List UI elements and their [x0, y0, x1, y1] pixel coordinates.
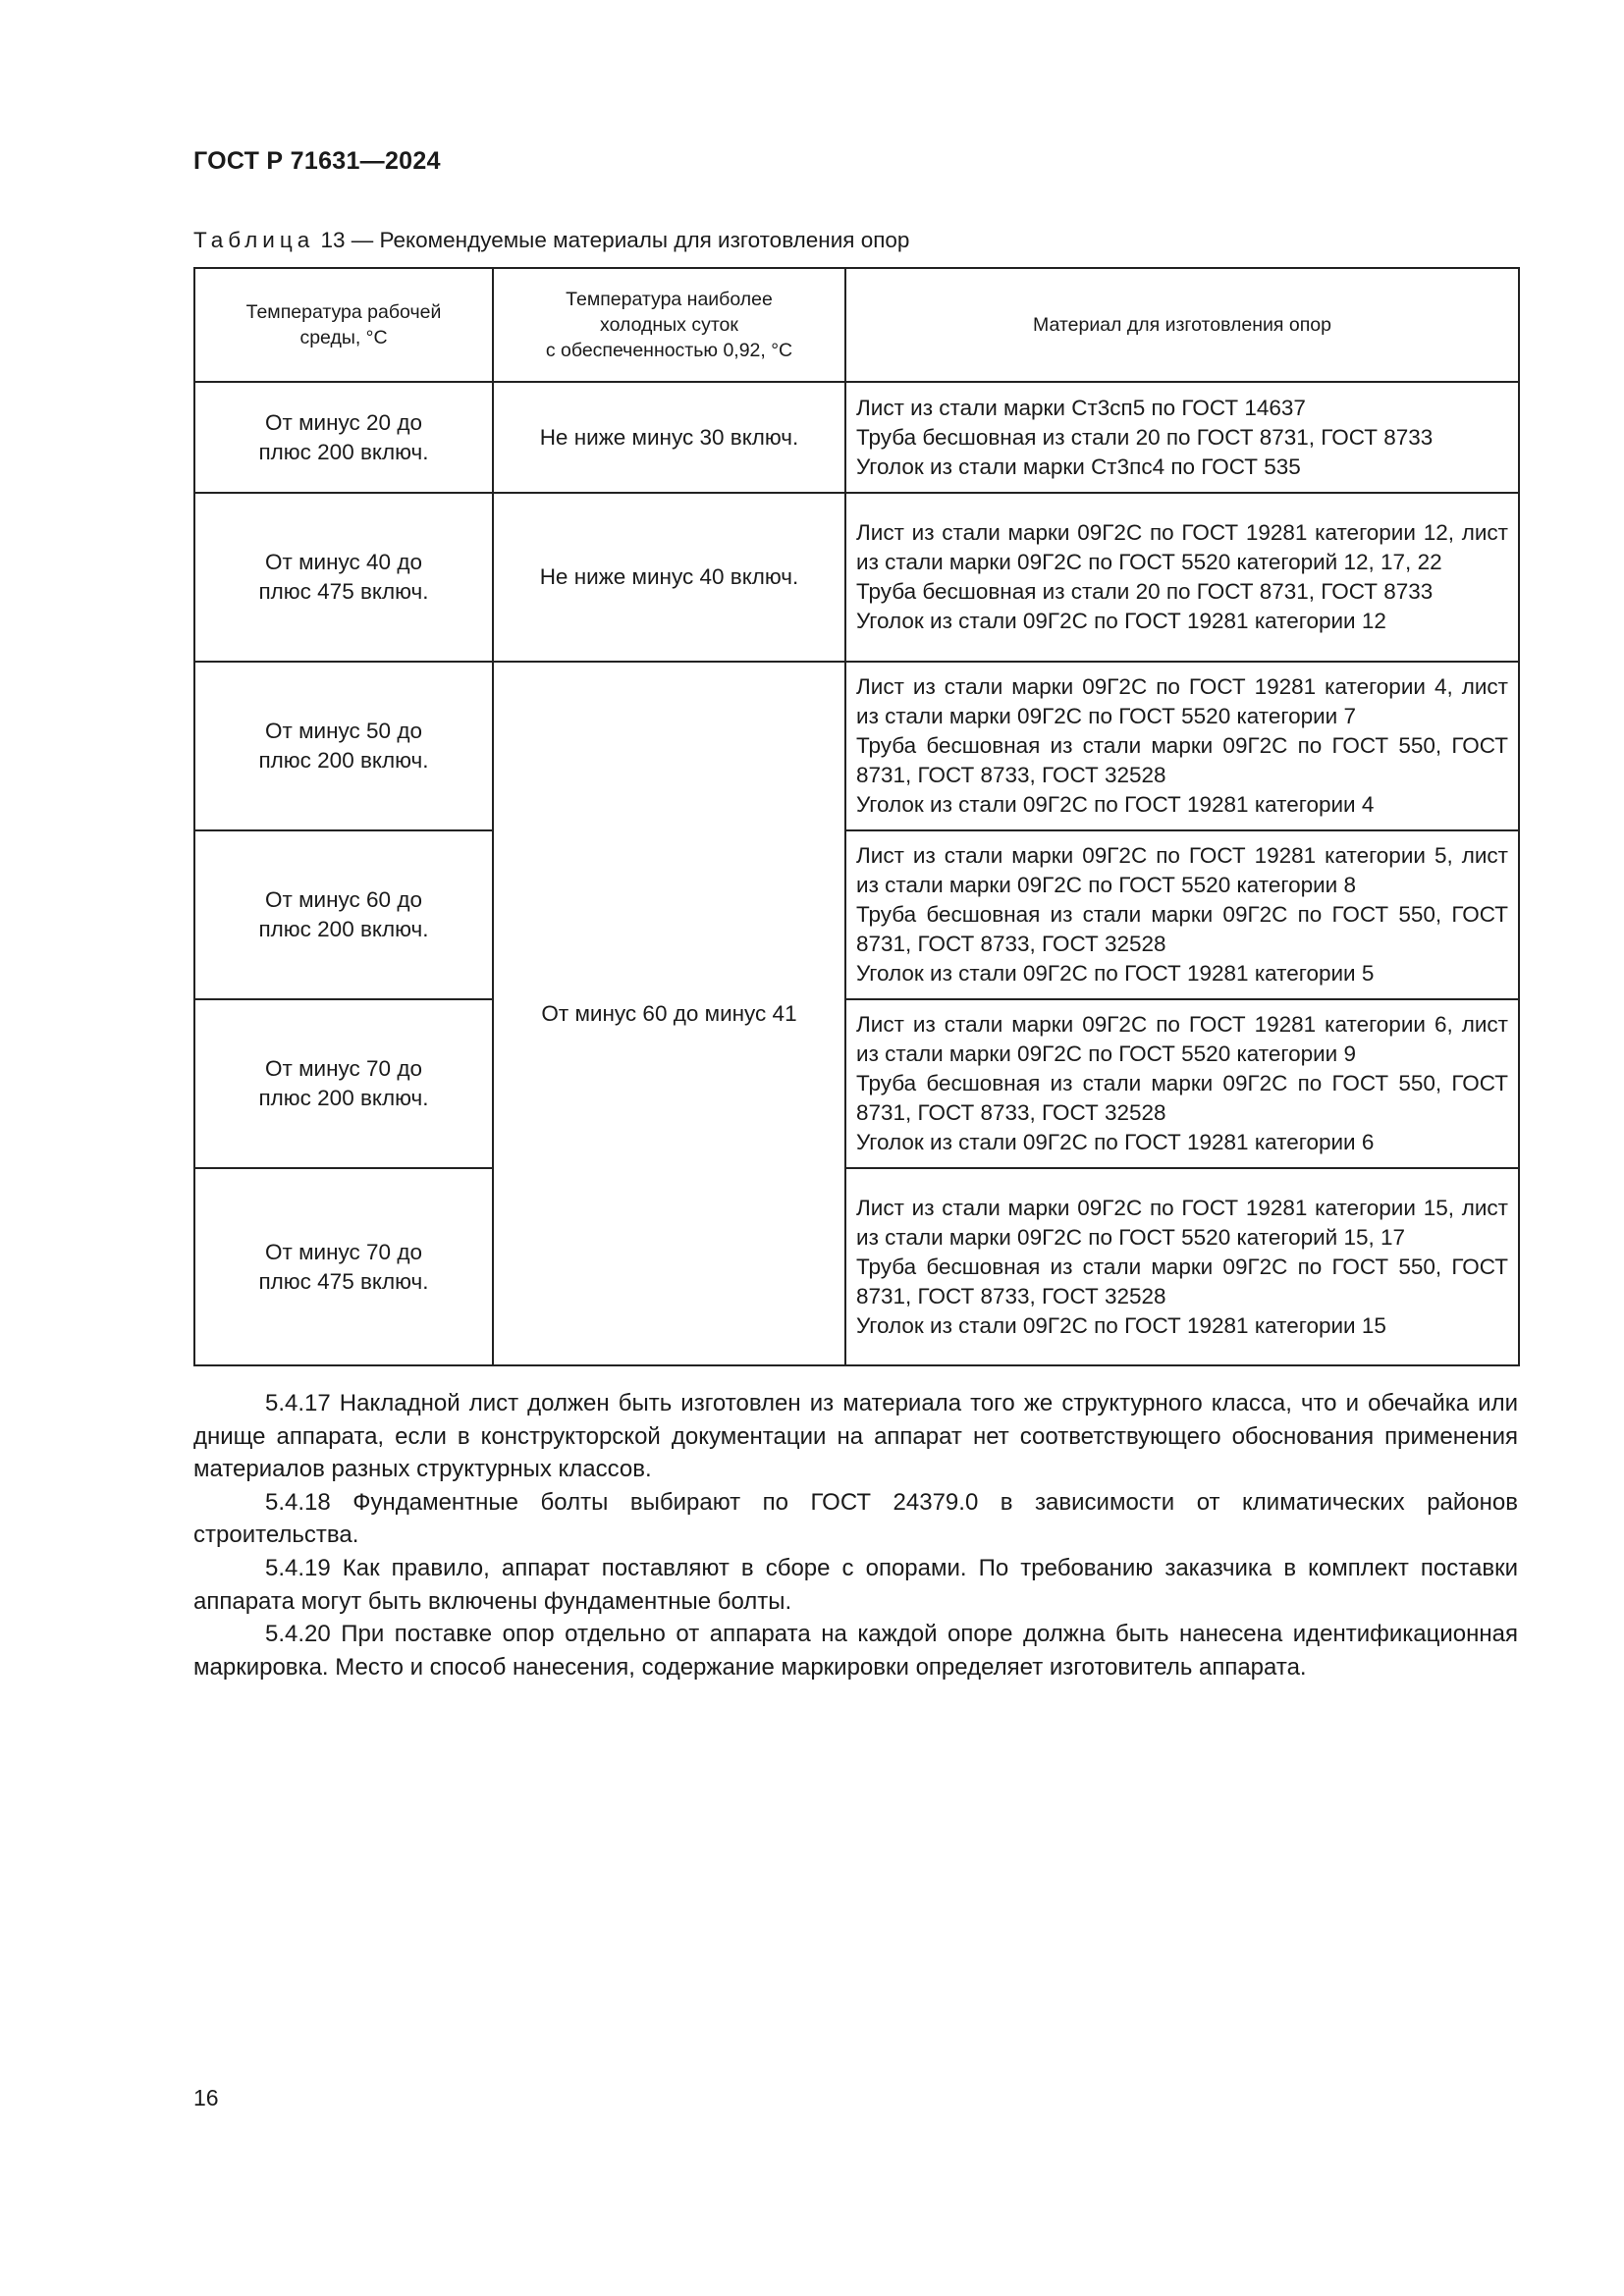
table-row	[194, 382, 1519, 493]
material-line: Уголок из стали марки Ст3пс4 по ГОСТ 535	[856, 454, 1301, 479]
material-line: Труба бесшовная из стали марки 09Г2С по ГОСТ 550, ГОСТ 8731, ГОСТ 8733, ГОСТ 32528	[856, 1254, 1508, 1308]
temp-line: плюс 200 включ.	[258, 917, 429, 941]
material-line: Уголок из стали 09Г2С по ГОСТ 19281 категории 6	[856, 1130, 1375, 1154]
temp-line: От минус 40 до	[265, 550, 422, 574]
material-line: Лист из стали марки 09Г2С по ГОСТ 19281 категории 6, лист из стали марки 09Г2С по ГОСТ 5520 категории 9	[856, 1012, 1508, 1066]
work-temp-cell	[194, 493, 493, 662]
header-line: среды, °С	[299, 327, 388, 348]
work-temp-cell	[194, 1168, 493, 1365]
table-row	[194, 493, 1519, 662]
table-row	[194, 1168, 1519, 1365]
table-caption-text: 13 — Рекомендуемые материалы для изготовления опор	[320, 228, 910, 252]
cold-days-cell: Не ниже минус 30 включ.	[493, 382, 845, 493]
materials-table	[193, 267, 1520, 1366]
material-line: Труба бесшовная из стали 20 по ГОСТ 8731, ГОСТ 8733	[856, 579, 1434, 604]
material-cell	[845, 1168, 1519, 1365]
table-row	[194, 999, 1519, 1168]
temp-line: От минус 60 до	[265, 887, 422, 912]
table-row	[194, 662, 1519, 830]
material-line: Труба бесшовная из стали 20 по ГОСТ 8731, ГОСТ 8733	[856, 424, 1434, 450]
table-header-row	[194, 268, 1519, 382]
material-line: Труба бесшовная из стали марки 09Г2С по ГОСТ 550, ГОСТ 8731, ГОСТ 8733, ГОСТ 32528	[856, 733, 1508, 787]
column-header-work-temp	[194, 268, 493, 382]
material-line: Лист из стали марки 09Г2С по ГОСТ 19281 категории 4, лист из стали марки 09Г2С по ГОСТ 5520 категории 7	[856, 674, 1508, 728]
page-number: 16	[193, 2085, 219, 2110]
table-caption	[193, 228, 909, 253]
cold-days-cell: Не ниже минус 40 включ.	[493, 493, 845, 662]
work-temp-cell	[194, 830, 493, 999]
body-text	[193, 1387, 1518, 1683]
temp-line: От минус 70 до	[265, 1056, 422, 1081]
material-line: Лист из стали марки 09Г2С по ГОСТ 19281 категории 12, лист из стали марки 09Г2С по ГОСТ 5520 категорий 12, 17, 22	[856, 520, 1508, 574]
temp-line: От минус 70 до	[265, 1239, 422, 1264]
paragraph-5-4-19: 5.4.19 Как правило, аппарат поставляют в сборе с опорами. По требованию заказчика в комплект поставки аппарата могут быть включены фундаментные болты.	[193, 1554, 1518, 1615]
header-line: Температура рабочей	[245, 301, 442, 323]
header-line: Температура наиболее	[566, 289, 773, 310]
material-line: Уголок из стали 09Г2С по ГОСТ 19281 категории 4	[856, 792, 1375, 817]
temp-line: плюс 475 включ.	[258, 579, 429, 604]
material-line: Уголок из стали 09Г2С по ГОСТ 19281 категории 5	[856, 961, 1375, 986]
material-line: Лист из стали марки Ст3сп5 по ГОСТ 14637	[856, 395, 1306, 420]
temp-line: плюс 200 включ.	[258, 439, 429, 464]
column-header-cold-days-temp	[493, 268, 845, 382]
work-temp-cell	[194, 999, 493, 1168]
document-code: ГОСТ Р 71631—2024	[193, 147, 441, 175]
paragraph-5-4-17: 5.4.17 Накладной лист должен быть изготовлен из материала того же структурного класса, что и обечайка или днище аппарата, если в конструкторской документации на аппарат нет соответствующего обоснования применения материалов разных структурных классов.	[193, 1390, 1518, 1483]
material-cell	[845, 830, 1519, 999]
temp-line: плюс 475 включ.	[258, 1268, 429, 1294]
material-cell	[845, 662, 1519, 830]
work-temp-cell	[194, 662, 493, 830]
cold-days-cell: От минус 60 до минус 41	[493, 662, 845, 1365]
temp-line: От минус 20 до	[265, 409, 422, 435]
material-line: Лист из стали марки 09Г2С по ГОСТ 19281 категории 15, лист из стали марки 09Г2С по ГОСТ 5520 категорий 15, 17	[856, 1195, 1508, 1250]
material-line: Лист из стали марки 09Г2С по ГОСТ 19281 категории 5, лист из стали марки 09Г2С по ГОСТ 5520 категории 8	[856, 843, 1508, 897]
paragraph-5-4-18: 5.4.18 Фундаментные болты выбирают по ГОСТ 24379.0 в зависимости от климатических районов строительства.	[193, 1488, 1518, 1549]
header-line: с обеспеченностью 0,92, °С	[545, 340, 793, 361]
work-temp-cell	[194, 382, 493, 493]
material-cell	[845, 999, 1519, 1168]
header-line: холодных суток	[600, 314, 738, 336]
material-line: Уголок из стали 09Г2С по ГОСТ 19281 категории 12	[856, 609, 1386, 633]
table-row	[194, 830, 1519, 999]
column-header-material: Материал для изготовления опор	[845, 268, 1519, 382]
temp-line: плюс 200 включ.	[258, 748, 429, 773]
paragraph-5-4-20: 5.4.20 При поставке опор отдельно от аппарата на каждой опоре должна быть нанесена идентификационная маркировка. Место и способ нанесения, содержание маркировки определяет изготовитель аппарата.	[193, 1621, 1518, 1681]
table-caption-word: Таблица	[193, 228, 315, 252]
material-cell	[845, 382, 1519, 493]
temp-line: От минус 50 до	[265, 719, 422, 743]
material-line: Уголок из стали 09Г2С по ГОСТ 19281 категории 15	[856, 1312, 1386, 1338]
material-cell	[845, 493, 1519, 662]
material-line: Труба бесшовная из стали марки 09Г2С по ГОСТ 550, ГОСТ 8731, ГОСТ 8733, ГОСТ 32528	[856, 902, 1508, 956]
temp-line: плюс 200 включ.	[258, 1086, 429, 1110]
material-line: Труба бесшовная из стали марки 09Г2С по ГОСТ 550, ГОСТ 8731, ГОСТ 8733, ГОСТ 32528	[856, 1071, 1508, 1125]
